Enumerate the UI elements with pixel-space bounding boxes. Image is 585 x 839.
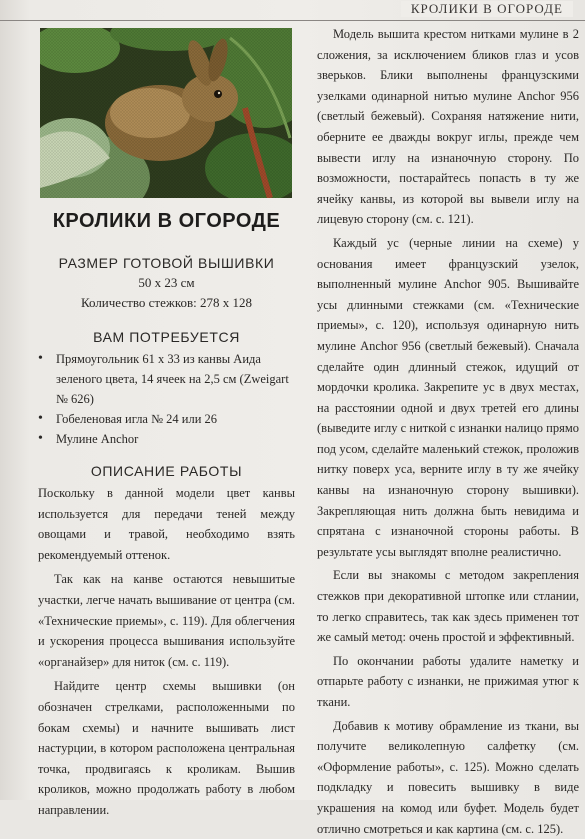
running-head-title: КРОЛИКИ В ОГОРОДЕ: [401, 1, 573, 17]
work-paragraph: Поскольку в данной модели цвет канвы используется для передачи теней между овощами и травой, необходимо взять рекомендуемый оттенок.: [38, 486, 295, 562]
left-column: [38, 210, 295, 821]
body-paragraph: По окончании работы удалите наметку и отпарьте работу с изнанки, не прижимая утюг к ткани.: [317, 653, 579, 709]
list-item: • Мулине Anchor: [38, 429, 295, 449]
list-item: • Прямоугольник 61 х 33 из канвы Аида зеленого цвета, 14 ячеек на 2,5 см (Zweigart № 626): [38, 349, 295, 409]
body-paragraph: Каждый ус (черные линии на схеме) у основания имеет французский узелок, выполненный мулине Anchor 905. Вышивайте усы длинными стежками (см. «Технические приемы», с. 120), используя одинарную нить мулине Anchor 956 (светлый бежевый). Сначала сделайте один длинный стежок, идущий от мордочки кролика. Закрепите ус в двух местах, на расстоянии одной и двух третей его длины (выведите иглу с ниткой с изнанки налицо прямо под усом, сделайте маленький стежок, проложив нитку поверх уса, верните иглу в ту же ячейку канвы на изнаночную сторону вышивки). Закрепляющая нить должна быть невидима и спрятана с изнаночной стороны работы. В результате усы выглядят вполне реалистично.: [317, 235, 579, 559]
embroidered-rabbit-picture: [40, 28, 292, 198]
right-column: [317, 24, 579, 839]
size-dimensions: 50 х 23 см: [138, 275, 195, 290]
size-heading: РАЗМЕР ГОТОВОЙ ВЫШИВКИ: [58, 255, 275, 271]
body-paragraph: Если вы знакомы с методом закрепления стежков при декоративной штопке или стлании, то легко справитесь, так как здесь применен тот же самый метод: очень простой и эффективный.: [317, 568, 579, 645]
running-head: [0, 0, 585, 21]
stitch-count: Количество стежков: 278 х 128: [80, 295, 253, 310]
body-paragraph: Модель вышита крестом нитками мулине в 2 сложения, за исключением бликов глаз и усов зверьков. Блики выполнены французскими узелками одинарной нитью мулине Anchor 956 (светлый бежевый). Сохраняя натяжение нити, оберните ее дважды вокруг иглы, прежде чем вывести иглу на изнаночную сторону. По возможности, постарайтесь попасть в ту же ячейку канвы, из которой вы вывели иглу на лицевую сторону (см. с. 121).: [317, 27, 579, 227]
work-paragraph: Так как на канве остаются невышитые участки, легче начать вышивание от центра (см. «Технические приемы», с. 119). Для облегчения и ускорения процесса вышивания используйте «органайзер» для ниток (см. с. 119).: [38, 572, 295, 669]
work-heading: ОПИСАНИЕ РАБОТЫ: [90, 463, 243, 479]
work-paragraph: Найдите центр схемы вышивки (он обозначен стрелками, расположенными по бокам схемы) и начните вышивать лист настурции, в котором расположена центральная точка, продвигаясь к кроликам. Вышив кроликов, можно продолжать работу в любом направлении.: [38, 679, 295, 817]
list-item: • Гобеленовая игла № 24 или 26: [38, 409, 295, 429]
page-title: КРОЛИКИ В ОГОРОДЕ: [52, 210, 281, 232]
body-paragraph: Добавив к мотиву обрамление из ткани, вы получите великолепную салфетку (см. «Оформление работы», с. 125). Можно сделать подкладку и повесить вышивку в виде украшения на комод или буфет. Модель будет отлично смотреться и как картина (см. с. 125).: [317, 718, 579, 836]
needs-heading: ВАМ ПОТРЕБУЕТСЯ: [93, 329, 240, 345]
embroidery-photo: [40, 28, 292, 198]
needs-list: [38, 349, 295, 449]
